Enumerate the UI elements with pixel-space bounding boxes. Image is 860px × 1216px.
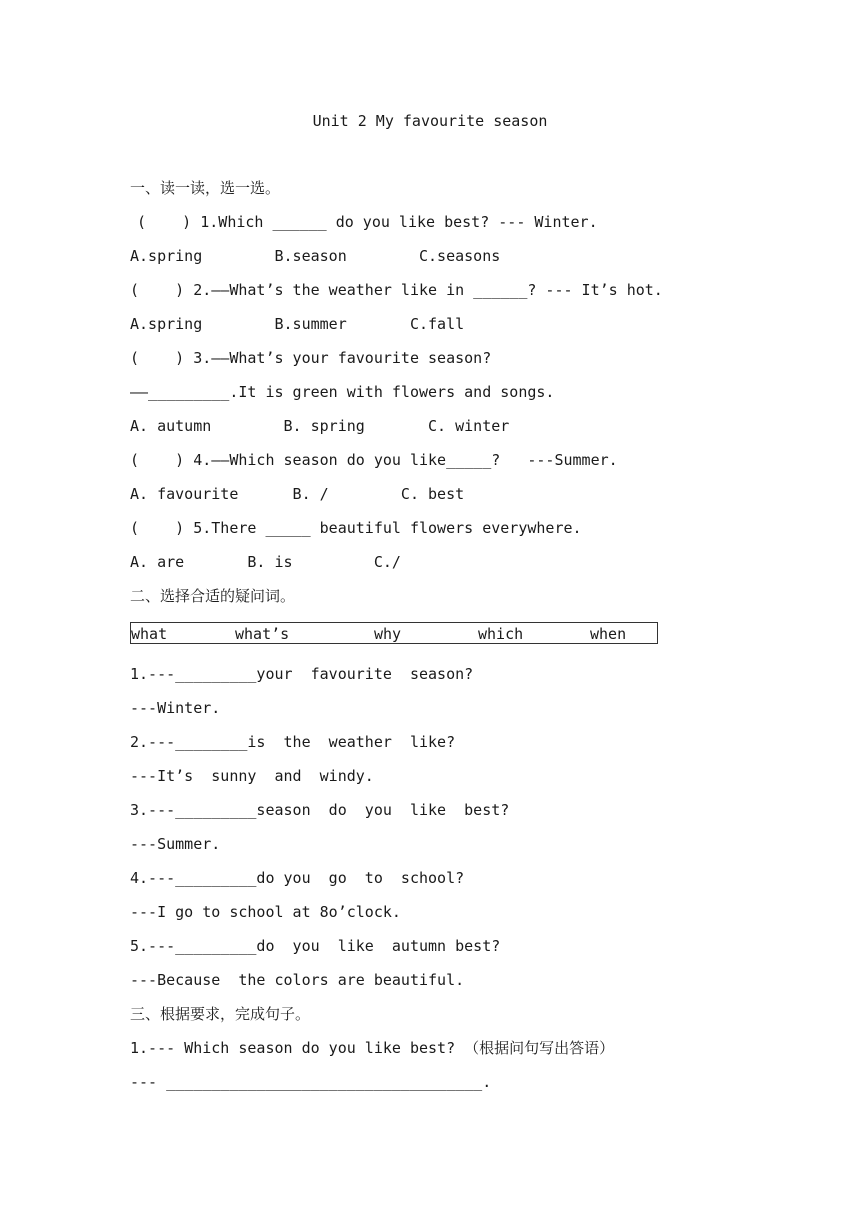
question-2: ( ) 2.——What’s the weather like in ______? --- It’s hot. bbox=[130, 281, 663, 299]
word-bank-item: what bbox=[131, 625, 168, 643]
options-4: A. favourite B. / C. best bbox=[130, 485, 465, 503]
fill-question-5: 5.---_________do you like autumn best? bbox=[130, 937, 501, 955]
word-bank-item: what’s bbox=[235, 625, 290, 643]
word-bank-box bbox=[130, 622, 658, 644]
fill-question-4: 4.---_________do you go to school? bbox=[130, 869, 465, 887]
question-3: ( ) 3.——What’s your favourite season? bbox=[130, 349, 492, 367]
options-5: A. are B. is C./ bbox=[130, 553, 401, 571]
word-bank-item: which bbox=[478, 625, 524, 643]
question-1: ( ) 1.Which ______ do you like best? --- Winter. bbox=[128, 213, 598, 231]
section1-heading: 一、读一读，选一选。 bbox=[130, 179, 281, 197]
fill-answer-2: ---It’s sunny and windy. bbox=[130, 767, 374, 785]
options-3: A. autumn B. spring C. winter bbox=[130, 417, 510, 435]
question-4: ( ) 4.——Which season do you like_____? ---Summer. bbox=[130, 451, 618, 469]
complete-answer-1: --- ___________________________________. bbox=[130, 1073, 492, 1091]
fill-question-2: 2.---________is the weather like? bbox=[130, 733, 456, 751]
fill-answer-3: ---Summer. bbox=[130, 835, 221, 853]
question-3-answer-line: ——_________.It is green with flowers and songs. bbox=[130, 383, 555, 401]
word-bank-item: when bbox=[590, 625, 627, 643]
page-title: Unit 2 My favourite season bbox=[312, 112, 548, 130]
section2-heading: 二、选择合适的疑问词。 bbox=[130, 587, 296, 605]
fill-question-3: 3.---_________season do you like best? bbox=[130, 801, 510, 819]
options-1: A.spring B.season C.seasons bbox=[130, 247, 501, 265]
fill-answer-1: ---Winter. bbox=[130, 699, 221, 717]
complete-question-1: 1.--- Which season do you like best? （根据问句写出答语） bbox=[130, 1039, 615, 1057]
fill-answer-5: ---Because the colors are beautiful. bbox=[130, 971, 465, 989]
options-2: A.spring B.summer C.fall bbox=[130, 315, 465, 333]
section3-heading: 三、根据要求，完成句子。 bbox=[130, 1005, 311, 1023]
word-bank-item: why bbox=[374, 625, 402, 643]
question-5: ( ) 5.There _____ beautiful flowers everywhere. bbox=[130, 519, 582, 537]
fill-answer-4: ---I go to school at 8o’clock. bbox=[130, 903, 401, 921]
fill-question-1: 1.---_________your favourite season? bbox=[130, 665, 474, 683]
